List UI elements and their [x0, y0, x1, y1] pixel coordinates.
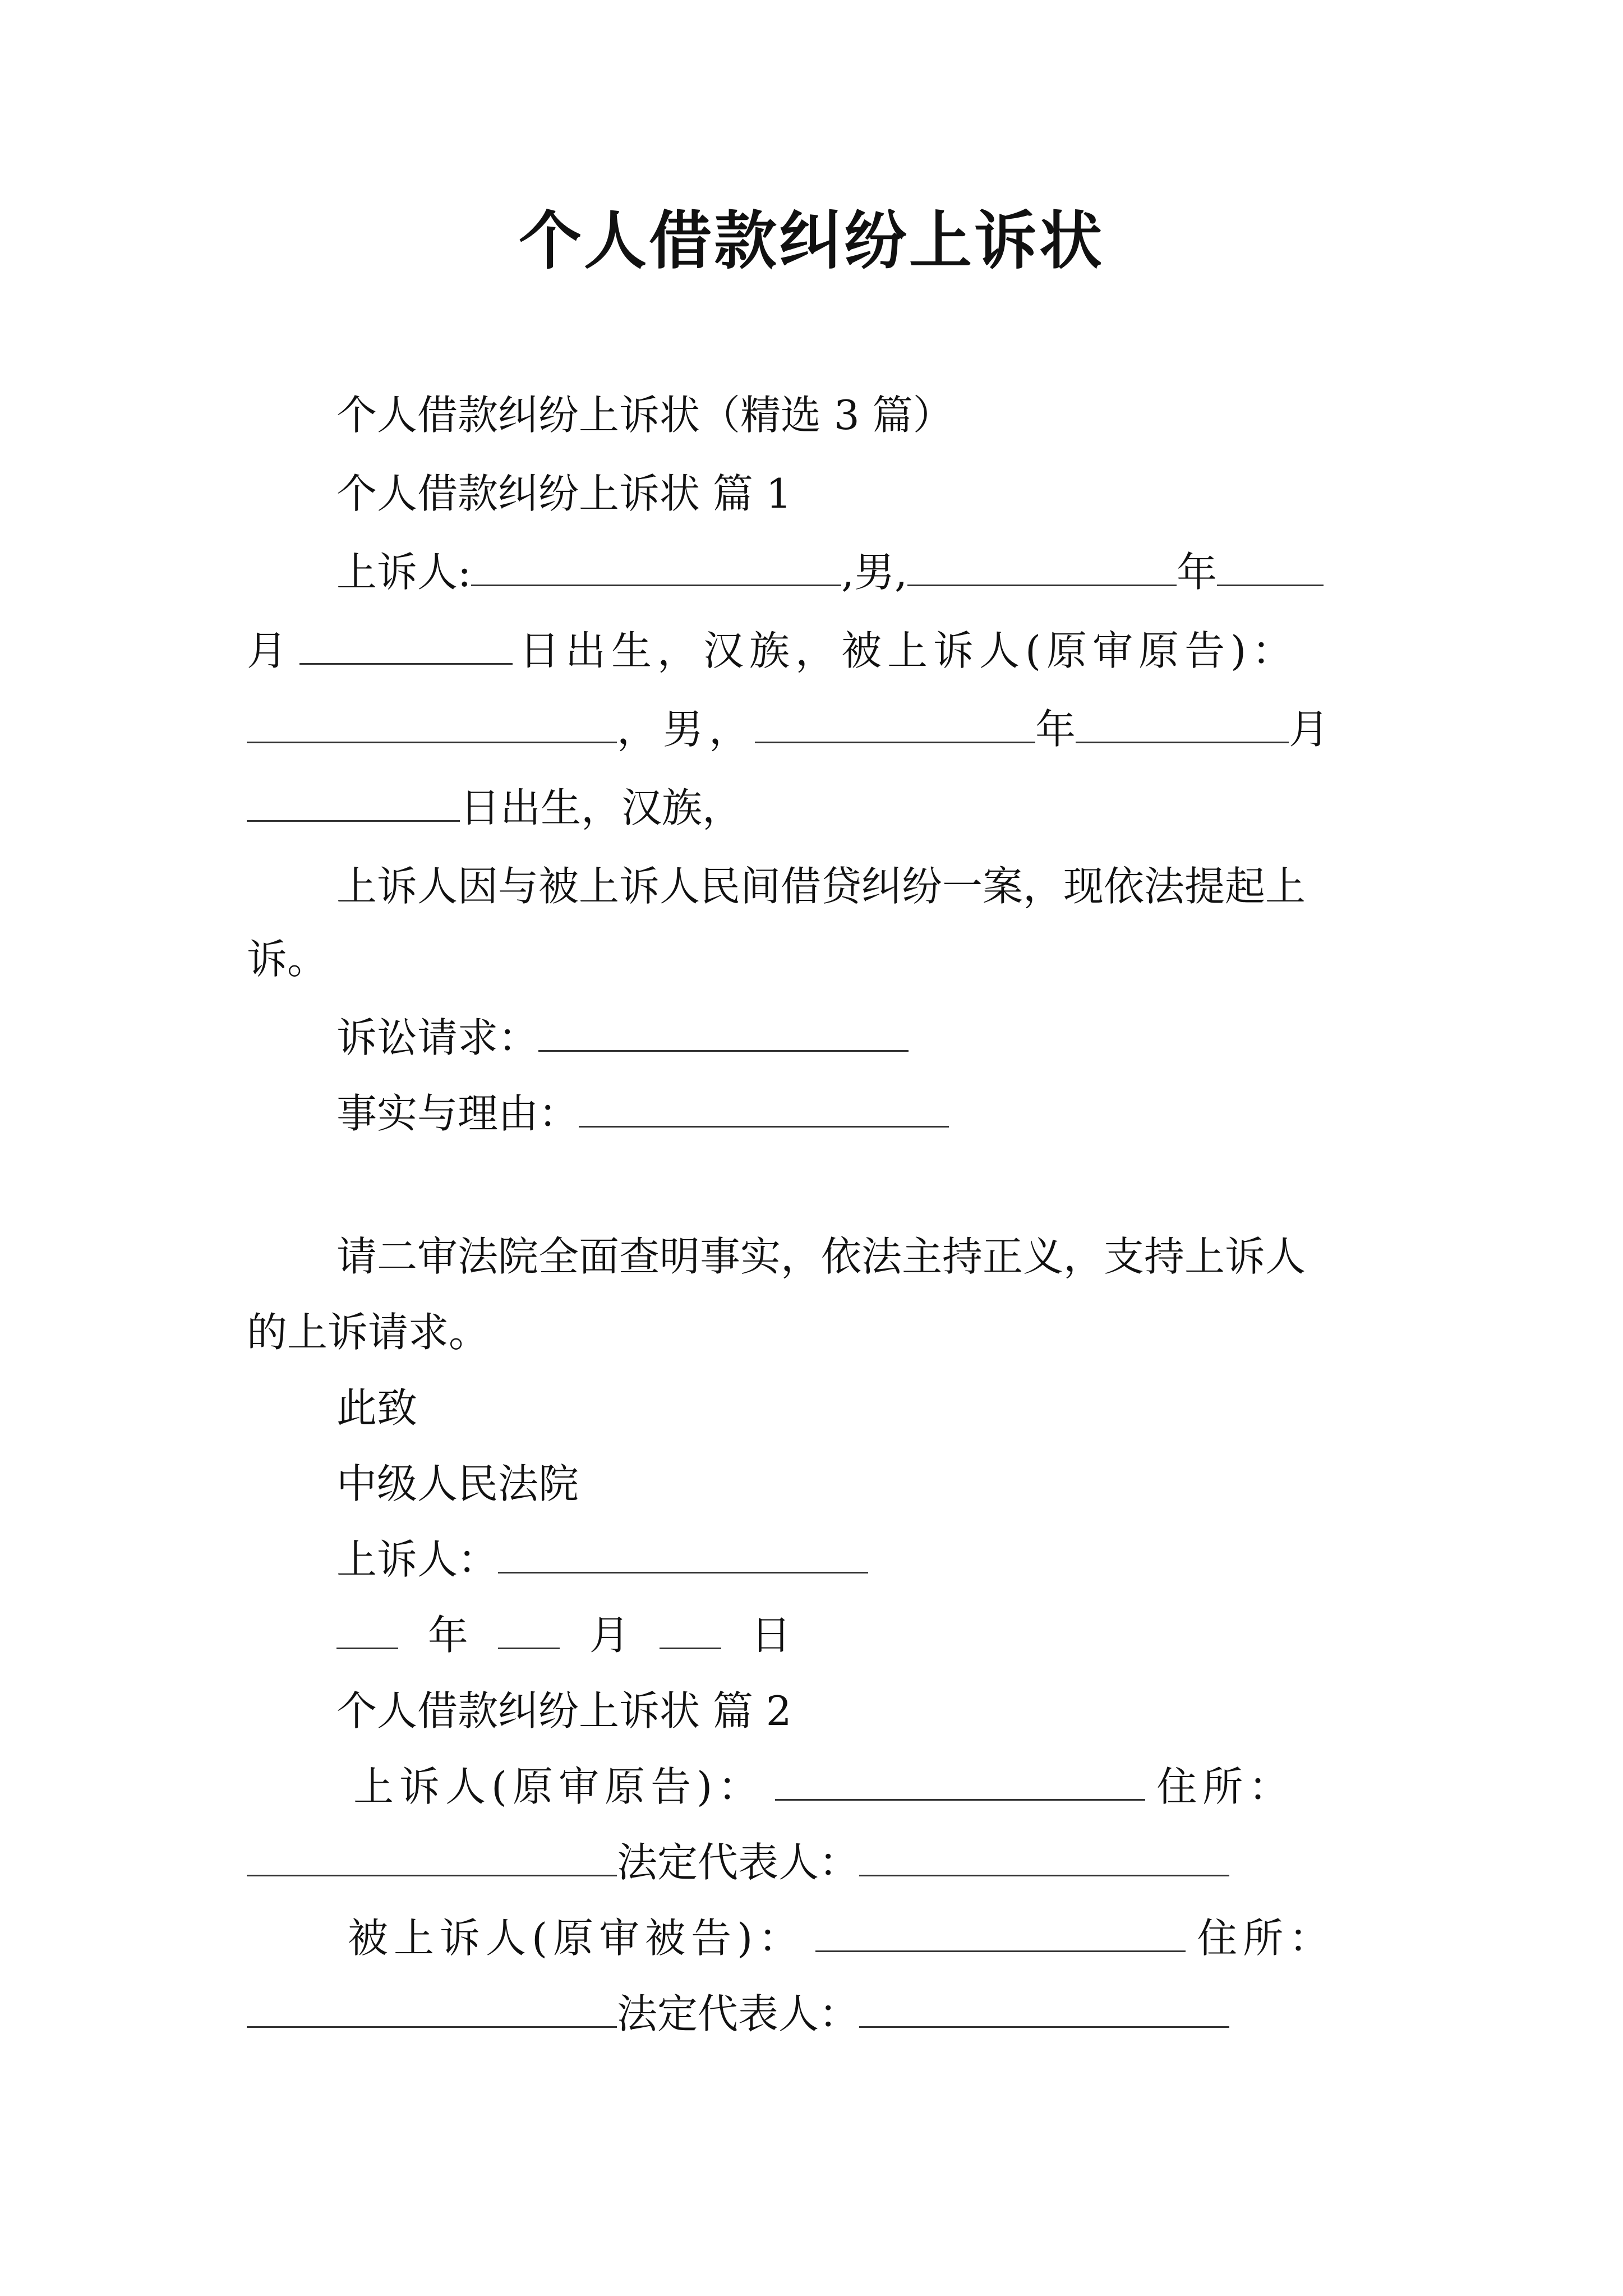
appellee-month-blank [1076, 708, 1289, 743]
appellee-line [247, 701, 1391, 757]
document-subtitle: 个人借款纠纷上诉状（精选 3 篇） [336, 392, 953, 439]
claims-blank [538, 1016, 909, 1052]
legal-rep-label-1: 法定代表人： [617, 1839, 860, 1886]
legal-rep-line-1 [247, 1834, 1391, 1890]
legal-rep-line-2 [247, 1986, 1391, 2042]
appellant-2-blank [775, 1765, 1145, 1801]
date-line [336, 1607, 1391, 1663]
facts-line [336, 1085, 1391, 1142]
appellant-name-blank [471, 551, 841, 586]
legal-rep-label-2: 法定代表人： [617, 1990, 860, 2037]
residence-blank-2 [247, 1993, 617, 2028]
appellee-2-blank [815, 1917, 1186, 1952]
signature-label: 上诉人： [336, 1536, 499, 1583]
legal-rep-blank-2 [859, 1993, 1229, 2028]
claims-line [336, 1010, 1391, 1066]
residence-blank-1 [247, 1841, 617, 1876]
salutation: 此致 [336, 1384, 418, 1432]
case-line-2: 诉。 [247, 936, 328, 983]
date-year-blank [336, 1614, 398, 1649]
appellant-month-label: 月 [247, 627, 293, 674]
appellant-2-label: 上诉人(原审原告)： [353, 1763, 764, 1810]
claims-label: 诉讼请求： [336, 1014, 539, 1061]
date-month-label: 月 [589, 1612, 630, 1659]
appellee-day-blank [247, 786, 460, 822]
appellant-month-blank [1217, 551, 1324, 586]
appellant-born-text: 日出生，汉族，被上诉人(原审原告)： [519, 627, 1298, 674]
appellee-gender: ，男， [617, 706, 755, 753]
appellee-born-text: 日出生，汉族， [460, 784, 743, 831]
appellant-day-blank [299, 629, 513, 665]
appellant-year-blank [907, 551, 1177, 586]
court-name: 中级人民法院 [336, 1460, 579, 1507]
signature-blank [498, 1538, 868, 1573]
facts-label: 事实与理由： [336, 1090, 579, 1137]
legal-rep-blank-1 [859, 1841, 1229, 1876]
section2-heading: 个人借款纠纷上诉状 篇 2 [336, 1687, 792, 1734]
appellant-2-line [353, 1759, 1391, 1815]
residence-label-1: 住所： [1156, 1763, 1295, 1810]
appellant-year-label: 年 [1177, 549, 1218, 596]
appellee-year-blank [755, 708, 1035, 743]
document-title: 个人借款纠纷上诉状 [519, 204, 1104, 278]
appellee-name-blank [247, 708, 617, 743]
section1-heading: 个人借款纠纷上诉状 篇 1 [336, 470, 792, 517]
appellee-2-line [348, 1910, 1391, 1966]
appellee-year-label: 年 [1035, 706, 1076, 753]
date-day-blank [660, 1614, 721, 1649]
residence-label-2: 住所： [1197, 1915, 1335, 1962]
appellee-month-label: 月 [1289, 706, 1330, 753]
appellee-birth-line [247, 780, 1391, 836]
request-line-1: 请二审法院全面查明事实，依法主持正义，支持上诉人 [336, 1233, 1306, 1280]
appellant-label: 上诉人: [336, 549, 472, 596]
facts-blank [579, 1092, 949, 1128]
appellant-birth-line [247, 623, 1391, 679]
request-line-2: 的上诉请求。 [247, 1309, 490, 1356]
appellant-line [336, 544, 1391, 600]
date-month-blank [498, 1614, 560, 1649]
date-day-label: 日 [750, 1612, 791, 1659]
case-line-1: 上诉人因与被上诉人民间借贷纠纷一案，现依法提起上 [336, 863, 1306, 910]
appellant-gender: ,男, [841, 549, 908, 596]
appellee-2-label: 被上诉人(原审被告)： [348, 1915, 805, 1962]
signature-line [336, 1531, 1391, 1588]
date-year-label: 年 [427, 1612, 468, 1659]
